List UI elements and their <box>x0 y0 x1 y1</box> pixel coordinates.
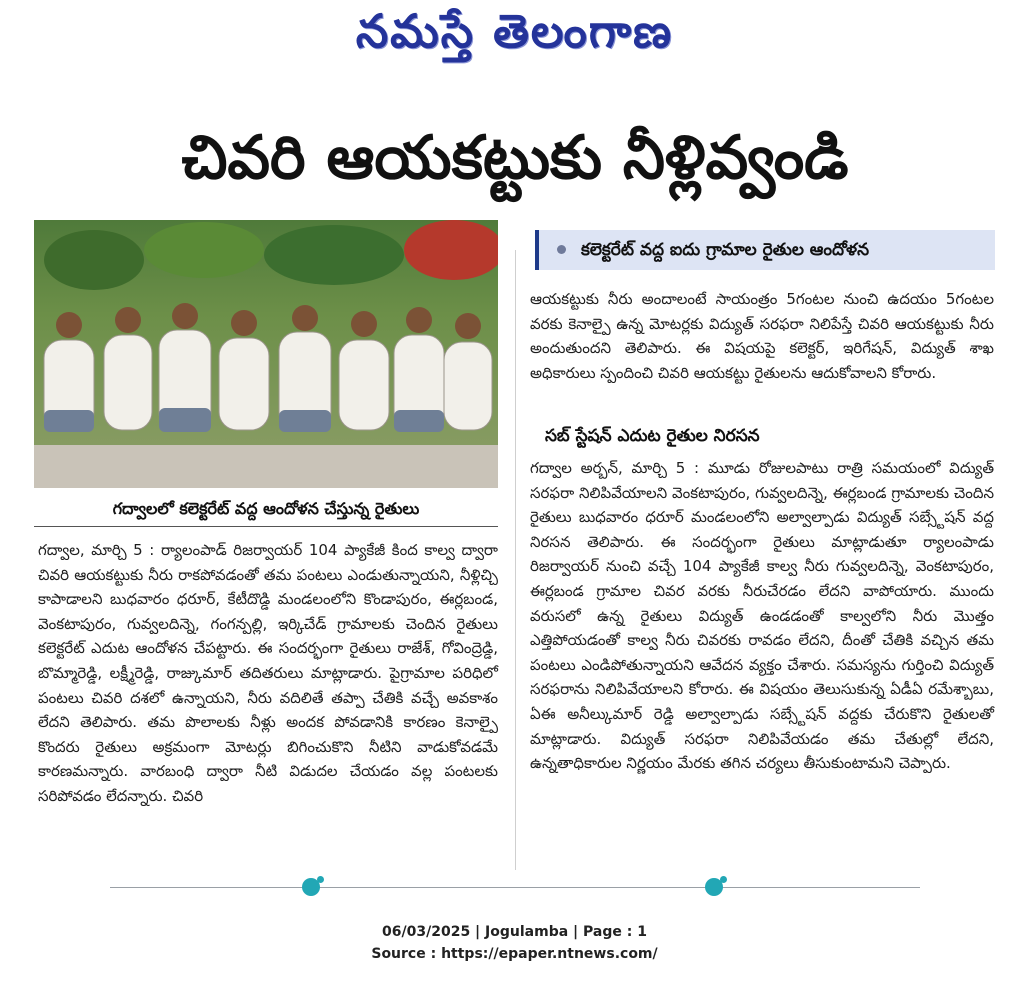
masthead-logo <box>0 4 1029 72</box>
article-body-left <box>38 538 498 809</box>
section-heading: సబ్ స్టేషన్ ఎదుట రైతుల నిరసన <box>545 426 760 446</box>
article-subheadline: కలెక్టరేట్ వద్ద ఐదు గ్రామాల రైతుల ఆందోళన <box>581 240 870 260</box>
masthead-title: నమస్తే తెలంగాణ <box>355 4 674 58</box>
article-body-right-top <box>530 287 994 385</box>
right-column-bottom-text: గద్వాల అర్బన్, మార్చి 5 : మూడు రోజులపాటు రాత్రి సమయంలో విద్యుత్ సరఫరా నిలిపివేయాలని వెంకటాపురం, గువ్వలదిన్నె, ఈర్లబండ గ్రామాలకు చెందిన రైతులు బుధవారం ధరూర్ మండలంలోని అల్వాల్పాడు విద్యుత్ సబ్స్టేషన్ వద్ద నిరసన తెలిపారు. ఈ సందర్భంగా రైతులు మాట్లాడుతూ ర్యాలంపాడు రిజర్వాయర్ నుంచి వచ్చే 104 ప్యాకేజీ కాల్వ నీరు గువ్వలదిన్నె, వెంకటాపురం, ఈర్లబండ గ్రామాల చివర వరకు నీరుచేరడం లేదని వాపోయారు. ముందు వరుసలో ఉన్న రైతులు విద్యుత్ ఉండడంతో కాల్వలోని నీరు మొత్తం ఎత్తిపోయడంతో కాల్వ నీరు చివరకు రావడం లేదని, దీంతో చేతికి వచ్చిన తమ పంటలు ఎండిపోతున్నాయని ఆవేదన వ్యక్తం చేశారు. సమస్యను గుర్తించి విద్యుత్ సరఫరాను నిలిపివేయాలని కోరారు. ఈ విషయం తెలుసుకున్న ఏడీఏ రమేశ్బాబు, ఏఈ అనీల్కుమార్ రెడ్డి అల్వాల్పాడు సబ్స్టేషన్ వద్దకు చేరుకొని రైతులతో మాట్లాడారు. విద్యుత్ సరఫరా నిలిపివేయడం తమ చేతుల్లో లేదని, ఉన్నతాధికారుల నిర్ణయం మేరకు తగిన చర్యలు తీసుకుంటామని చెప్పారు. <box>530 459 994 773</box>
ntnews-logo-icon <box>302 878 320 896</box>
column-divider <box>515 250 516 870</box>
footer-date-edition: 06/03/2025 | Jogulamba | Page : 1 <box>382 924 647 940</box>
article-body-right-bottom <box>530 456 994 776</box>
ntnews-logo-icon <box>705 878 723 896</box>
bottom-divider <box>110 887 920 888</box>
footer-source: Source : https://epaper.ntnews.com/ <box>371 946 658 962</box>
article-photo <box>34 220 498 488</box>
right-column-top-text: ఆయకట్టుకు నీరు అందాలంటే సాయంత్రం 5గంటల నుంచి ఉదయం 5గంటల వరకు కెనాల్పై ఉన్న మోటర్లకు విద్యుత్ సరఫరా నిలిపేస్తే చివరి ఆయకట్టుకు నీరు అందుతుందని తెలిపారు. ఈ విషయపై కలెక్టర్, ఇరిగేషన్, విద్యుత్ శాఖ అధికారులు స్పందించి చివరి ఆయకట్టు రైతులను ఆదుకోవాలని కోరారు. <box>530 290 994 382</box>
photo-caption: గద్వాలలో కలెక్టరేట్ వద్ద ఆందోళన చేస్తున్న రైతులు <box>34 492 498 527</box>
article-subheadline-box <box>535 230 995 270</box>
protest-photo-illustration <box>34 220 498 488</box>
article-headline: చివరి ఆయకట్టుకు నీళ్లివ్వండి <box>181 123 849 193</box>
footer-info <box>0 921 1029 965</box>
bullet-icon <box>557 245 566 254</box>
left-column-text: గద్వాల, మార్చి 5 : ర్యాలంపాడ్ రిజర్వాయర్ 104 ప్యాకేజీ కింద కాల్వ ద్వారా చివరి ఆయకట్టుకు నీరు రాకపోవడంతో తమ పంటలు ఎండుతున్నాయని, నీళ్లిచ్చి కాపాడాలని బుధవారం ధరూర్, కేటీదొడ్డి మండలంలోని కొండాపురం, ఈర్లబండ, వెంకటాపురం, గువ్వలదిన్నె, గంగన్పల్లి, ఇర్కిచేడ్ గ్రామాలకు చెందిన రైతులు కలెక్టరేట్ ఎదుట ఆందోళన చేపట్టారు. ఈ సందర్భంగా రైతులు రాజేశ్, గోవింద్రెడ్డి, బొమ్మారెడ్డి, లక్ష్మీరెడ్డి, రాజ్కుమార్ తదితరులు మాట్లాడారు. పైగ్రామాల పరిధిలో పంటలు చివరి దశలో ఉన్నాయని, నీరు వదిలితే తప్పా చేతికి వచ్చే అవకాశం లేదని తెలిపారు. తమ పొలాలకు నీళ్లు అందక పోవడానికి కారణం కెనాల్పై కొందరు రైతులు అక్రమంగా మోటర్లు బిగించుకొని నీటిని వాడుకోవడమే కారణమన్నారు. వారబంధి ద్వారా నీటి విడుదల చేయడం వల్ల పంటలకు సరిపోవడం లేదన్నారు. చివరి <box>38 541 498 805</box>
